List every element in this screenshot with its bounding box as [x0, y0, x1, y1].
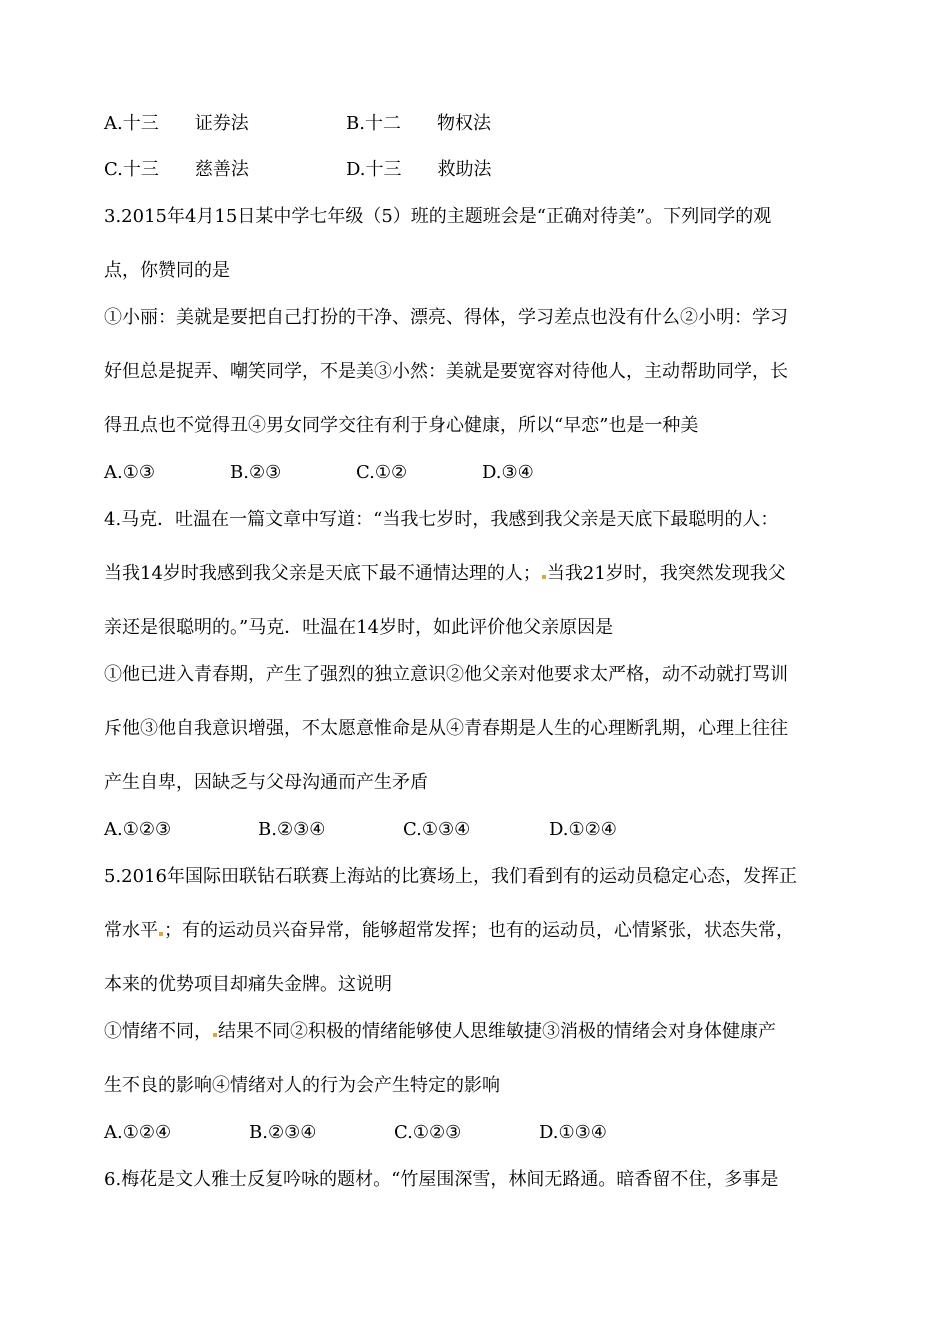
q2-option-b: B.十二 物权法	[346, 113, 491, 134]
q5-stem-line-2-part-2: ；有的运动员兴奋异常，能够超常发挥；也有的运动员，心情紧张，状态失常，	[164, 920, 794, 941]
q3-option-b: B.②③	[230, 462, 282, 483]
q5-option-d: D.①③④	[539, 1122, 607, 1143]
q4-stem-line-2-part-2: 当我21岁时，我突然发现我父	[546, 563, 786, 584]
annotation-mark	[159, 932, 163, 936]
q3-statements-line-1: ①小丽：美就是要把自己打扮的干净、漂亮、得体，学习差点也没有什么②小明：学习	[104, 307, 788, 328]
q4-statements-line-2: 斥他③他自我意识增强，不太愿意惟命是从④青春期是人生的心理断乳期，心理上往往	[104, 718, 788, 739]
q2-option-d: D.十三 救助法	[346, 159, 492, 180]
q4-stem-line-1: 4.马克．吐温在一篇文章中写道：“当我七岁时，我感到我父亲是天底下最聪明的人：	[104, 509, 779, 530]
q3-option-c: C.①②	[356, 462, 408, 483]
q3-statements-line-2: 好但总是捉弄、嘲笑同学，不是美③小然：美就是要宽容对待他人，主动帮助同学，长	[104, 361, 788, 382]
q4-option-b: B.②③④	[258, 819, 326, 840]
q4-stem-line-2	[104, 562, 850, 586]
q5-option-c: C.①②③	[394, 1122, 462, 1143]
q4-statements-line-3: 产生自卑，因缺乏与父母沟通而产生矛盾	[104, 772, 428, 793]
q3-stem-line-1: 3.2015年4月15日某中学七年级（5）班的主题班会是“正确对待美”。下列同学的观	[104, 206, 772, 227]
q3-statements-line-3: 得丑点也不觉得丑④男女同学交往有利于身心健康，所以“早恋”也是一种美	[104, 415, 699, 436]
q5-stem-line-1: 5.2016年国际田联钻石联赛上海站的比赛场上，我们看到有的运动员稳定心态，发挥正	[104, 866, 797, 887]
q5-statements-line-1-part-1: ①情绪不同，	[104, 1021, 212, 1042]
q5-option-b: B.②③④	[249, 1122, 317, 1143]
q4-option-a: A.①②③	[104, 819, 172, 840]
q5-statements-line-2: 生不良的影响④情绪对人的行为会产生特定的影响	[104, 1075, 500, 1096]
q4-option-d: D.①②④	[549, 819, 617, 840]
q5-statements-line-1	[104, 1020, 850, 1044]
q4-option-c: C.①③④	[403, 819, 471, 840]
q5-option-a: A.①②④	[104, 1122, 172, 1143]
q6-stem-line-1: 6.梅花是文人雅士反复吟咏的题材。“竹屋围深雪，林间无路通。暗香留不住，多事是	[104, 1169, 779, 1190]
q4-statements-line-1: ①他已进入青春期，产生了强烈的独立意识②他父亲对他要求太严格，动不动就打骂训	[104, 664, 788, 685]
q3-stem-line-2: 点，你赞同的是	[104, 260, 230, 281]
q4-stem-line-2-part-1: 当我14岁时我感到我父亲是天底下最不通情达理的人；	[104, 563, 541, 584]
q5-stem-line-3: 本来的优势项目却痛失金牌。这说明	[104, 974, 392, 995]
q5-stem-line-2-part-1: 常水平	[104, 920, 158, 941]
q2-option-c: C.十三 慈善法	[104, 159, 249, 180]
q3-option-d: D.③④	[482, 462, 534, 483]
q3-option-a: A.①③	[104, 462, 155, 483]
q4-stem-line-3: 亲还是很聪明的。”马克．吐温在14岁时，如此评价他父亲原因是	[104, 617, 614, 638]
annotation-mark	[213, 1033, 217, 1037]
annotation-mark	[542, 575, 546, 579]
q2-option-a: A.十三 证券法	[104, 113, 249, 134]
q5-stem-line-2	[104, 919, 850, 943]
q5-statements-line-1-part-2: 结果不同②积极的情绪能够使人思维敏捷③消极的情绪会对身体健康产	[218, 1021, 776, 1042]
